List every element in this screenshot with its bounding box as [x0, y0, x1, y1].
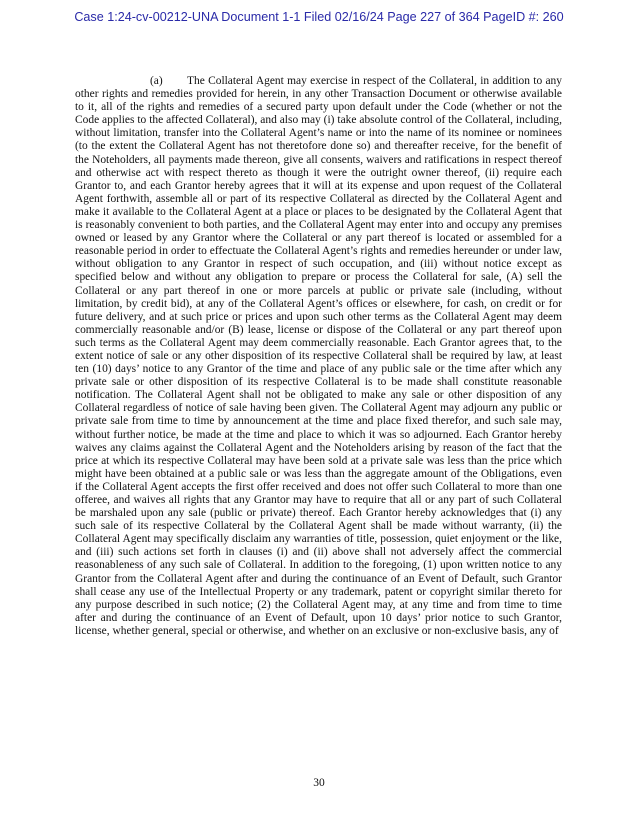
paragraph-label: (a): [150, 75, 163, 87]
page-number: 30: [313, 777, 325, 789]
paragraph-text: The Collateral Agent may exercise in respect of the Collateral, in addition to any other rights and remedies provided for herein, in any other Transaction Document or otherwise available to it, all of the rights and remedies of a secured party upon default under the Code (whether or not the Code applies to the affected Collateral), and also may (i) take absolute control of the Collateral, including, without limitation, transfer into the Collateral Agent’s name or into the name of its nominee or nominees (to the extent the Collateral Agent has not theretofore done so) and thereafter receive, for the benefit of the Noteholders, all payments made thereon, give all consents, waivers and ratifications in respect thereof and otherwise act with respect thereto as though it were the outright owner thereof, (ii) require each Grantor to, and each Grantor hereby agrees that it will at its expense and upon request of the Collateral Agent forthwith, assemble all or part of its respective Collateral as directed by the Collateral Agent and make it available to the Collateral Agent at a place or places to be designated by the Collateral Agent that is reasonably convenient to both parties, and the Collateral Agent may enter into and occupy any premises owned or leased by any Grantor where the Collateral or any part thereof is located or assembled for a reasonable period in order to effectuate the Collateral Agent’s rights and remedies hereunder or under law, without obligation to any Grantor in respect of such occupation, and (iii) without notice except as specified below and without any obligation to prepare or process the Collateral for sale, (A) sell the Collateral or any part thereof in one or more parcels at public or private sale (including, without limitation, by credit bid), at any of the Collateral Agent’s offices or elsewhere, for cash, on credit or for future delivery, and at such price or prices and upon such other terms as the Collateral Agent may deem commercially reasonable and/or (B) lease, license or dispose of the Collateral or any part thereof upon such terms as the Collateral Agent may deem commercially reasonable. Each Grantor agrees that, to the extent notice of sale or any other disposition of its respective Collateral shall be required by law, at least ten (10) days’ notice to any Grantor of the time and place of any public sale or the time after which any private sale or other disposition of its respective Collateral is to be made shall constitute reasonable notification. The Collateral Agent shall not be obligated to make any sale or other disposition of any Collateral regardless of notice of sale having been given. The Collateral Agent may adjourn any public or private sale from time to time by announcement at the time and place fixed therefor, and such sale may, without further notice, be made at the time and place to which it was so adjourned. Each Grantor hereby waives any claims against the Collateral Agent and the Noteholders arising by reason of the fact that the price at which its respective Collateral may have been sold at a private sale was less than the price which might have been obtained at a public sale or was less than the aggregate amount of the Obligations, even if the Collateral Agent accepts the first offer received and does not offer such Collateral to more than one offeree, and waives all rights that any Grantor may have to require that all or any part of such Collateral be marshaled upon any sale (public or private) thereof. Each Grantor hereby acknowledges that (i) any such sale of its respective Collateral by the Collateral Agent shall be made without warranty, (ii) the Collateral Agent may specifically disclaim any warranties of title, possession, quiet enjoyment or the like, and (iii) such actions set forth in clauses (i) and (ii) above shall not adversely affect the commercial reasonableness of any such sale of Collateral. In addition to the foregoing, (1) upon written notice to any Grantor from the Collateral Agent after and during the continuance of an Event of Default, such Grantor shall cease any use of the Intellectual Property or any trademark, patent or copyright similar thereto for any purpose described in such notice; (2) the Collateral Agent may, at any time and from time to time after and during the continuance of an Event of Default, upon 10 days’ prior notice to such Grantor, license, whether general, special or otherwise, and whether on an exclusive or non-exclusive basis, any of: [75, 75, 562, 637]
body-paragraph: [75, 75, 562, 638]
case-filing-stamp: Case 1:24-cv-00212-UNA Document 1-1 Filed 02/16/24 Page 227 of 364 PageID #: 260: [74, 10, 564, 24]
